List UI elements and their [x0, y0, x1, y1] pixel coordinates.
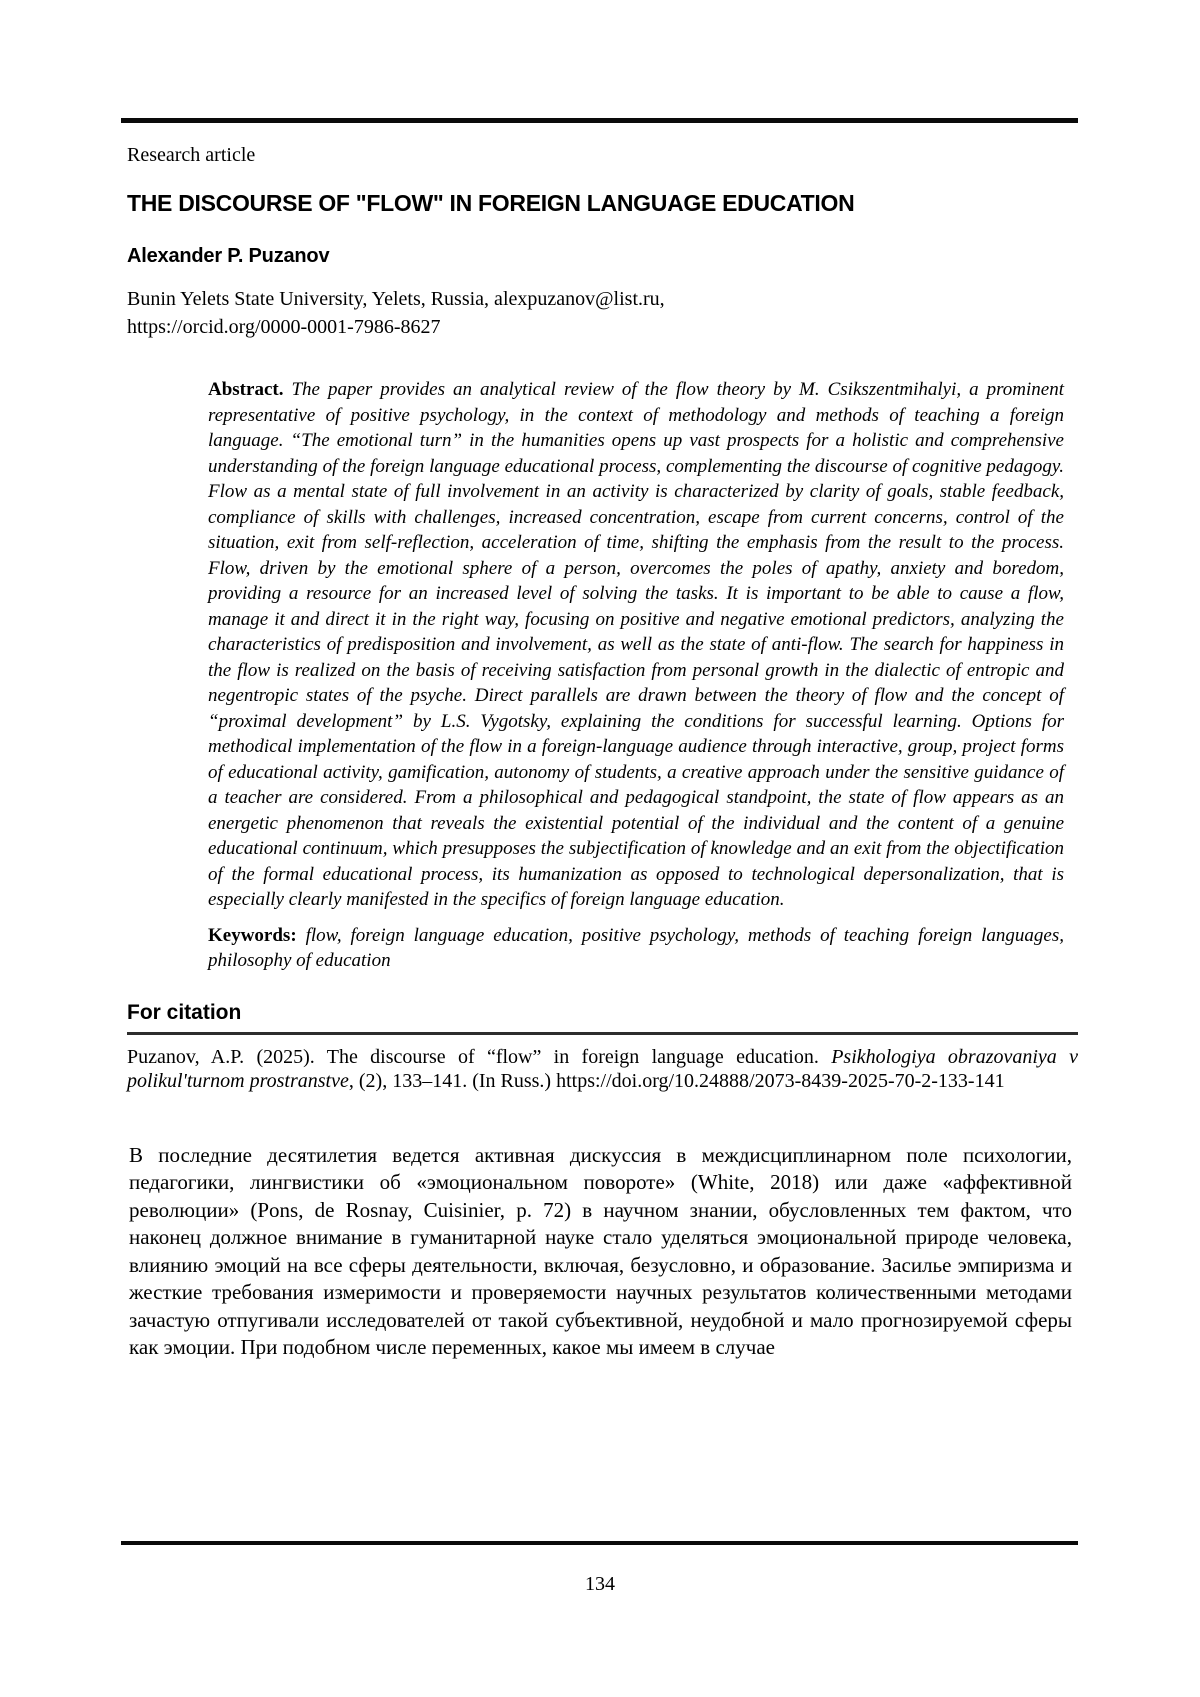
- top-rule: [121, 118, 1078, 123]
- abstract-body-text: The paper provides an analytical review of the flow theory by M. Csikszentmihalyi, a prominent representative of positive psychology, in the context of methodology and methods of teaching a foreign language. “The emotional turn” in the humanities opens up vast prospects for a holistic and comprehensive understanding of the foreign language educational process, complementing the discourse of cognitive pedagogy. Flow as a mental state of full involvement in an activity is characterized by clarity of goals, stable feedback, compliance of skills with challenges, increased concentration, escape from current concerns, control of the situation, exit from self-reflection, acceleration of time, shifting the emphasis from the result to the process. Flow, driven by the emotional sphere of a person, overcomes the poles of apathy, anxiety and boredom, providing a resource for an increased level of solving the tasks. It is important to be able to cause a flow, manage it and direct it in the right way, focusing on positive and negative emotional predictors, analyzing the characteristics of predisposition and involvement, as well as the state of anti-flow. The search for happiness in the flow is realized on the basis of receiving satisfaction from personal growth in the dialectic of entropic and negentropic states of the psyche. Direct parallels are drawn between the theory of flow and the concept of “proximal development” by L.S. Vygotsky, explaining the conditions for successful learning. Options for methodical implementation of the flow in a foreign-language audience through interactive, group, project forms of educational activity, gamification, autonomy of students, a creative approach under the sensitive guidance of a teacher are considered. From a philosophical and pedagogical standpoint, the state of flow appears as an energetic phenomenon that reveals the existential potential of the individual and the content of a genuine educational continuum, which presupposes the subjectification of knowledge and an exit from the objectification of the formal educational process, its humanization as opposed to technological depersonalization, that is especially clearly manifested in the specifics of foreign language education.: [208, 379, 1065, 910]
- page-title: THE DISCOURSE OF "FLOW" IN FOREIGN LANGUAGE EDUCATION: [127, 190, 855, 216]
- keywords-label: Keywords:: [208, 924, 297, 946]
- citation-text: [127, 1045, 1078, 1094]
- bottom-rule: [121, 1541, 1078, 1545]
- affiliation-line: Bunin Yelets State University, Yelets, Russia, alexpuzanov@list.ru,: [127, 288, 665, 310]
- article-type-label: Research article: [127, 144, 256, 166]
- abstract-label: Abstract.: [208, 379, 284, 400]
- orcid-url-text: https://orcid.org/0000-0001-7986-8627: [127, 316, 441, 338]
- affiliation-block: [127, 285, 1078, 341]
- body-paragraph: В последние десятилетия ведется активная дискуссия в междисциплинарном поле психологии, педагогики, лингвистики об «эмоциональном повороте» (White, 2018) или даже «аффективной революции» (Pons, de Rosnay, Cuisinier, p. 72) в научном знании, обусловленных тем фактом, что наконец должное внимание в гуманитарной науке стало уделяться эмоциональной природе человека, влиянию эмоций на все сферы деятельности, включая, безусловно, и образование. Засилье эмпиризма и жесткие требования измеримости и проверяемости научных результатов количественными методами зачастую отпугивали исследователей от такой субъективной, неудобной и мало прогнозируемой сферы как эмоции. При подобном числе переменных, какое мы имеем в случае: [129, 1142, 1072, 1359]
- page-number: 134: [585, 1573, 615, 1595]
- for-citation-heading: For citation: [127, 1000, 1078, 1035]
- author-name: Alexander P. Puzanov: [127, 245, 330, 267]
- citation-journal-name: Psikhologiya obrazovaniya v polikul'turnom prostranstve: [127, 1045, 1078, 1092]
- keywords-text: flow, foreign language education, positive psychology, methods of teaching foreign languages, philosophy of education: [208, 924, 1064, 971]
- citation-pre-journal: Puzanov, A.P. (2025). The discourse of “flow” in foreign language education.: [127, 1045, 832, 1068]
- keywords-section: [208, 923, 1064, 974]
- abstract-section: [208, 377, 1064, 913]
- citation-post-journal: , (2), 133–141. (In Russ.) https://doi.org/10.24888/2073-8439-2025-70-2-133-141: [348, 1070, 1005, 1092]
